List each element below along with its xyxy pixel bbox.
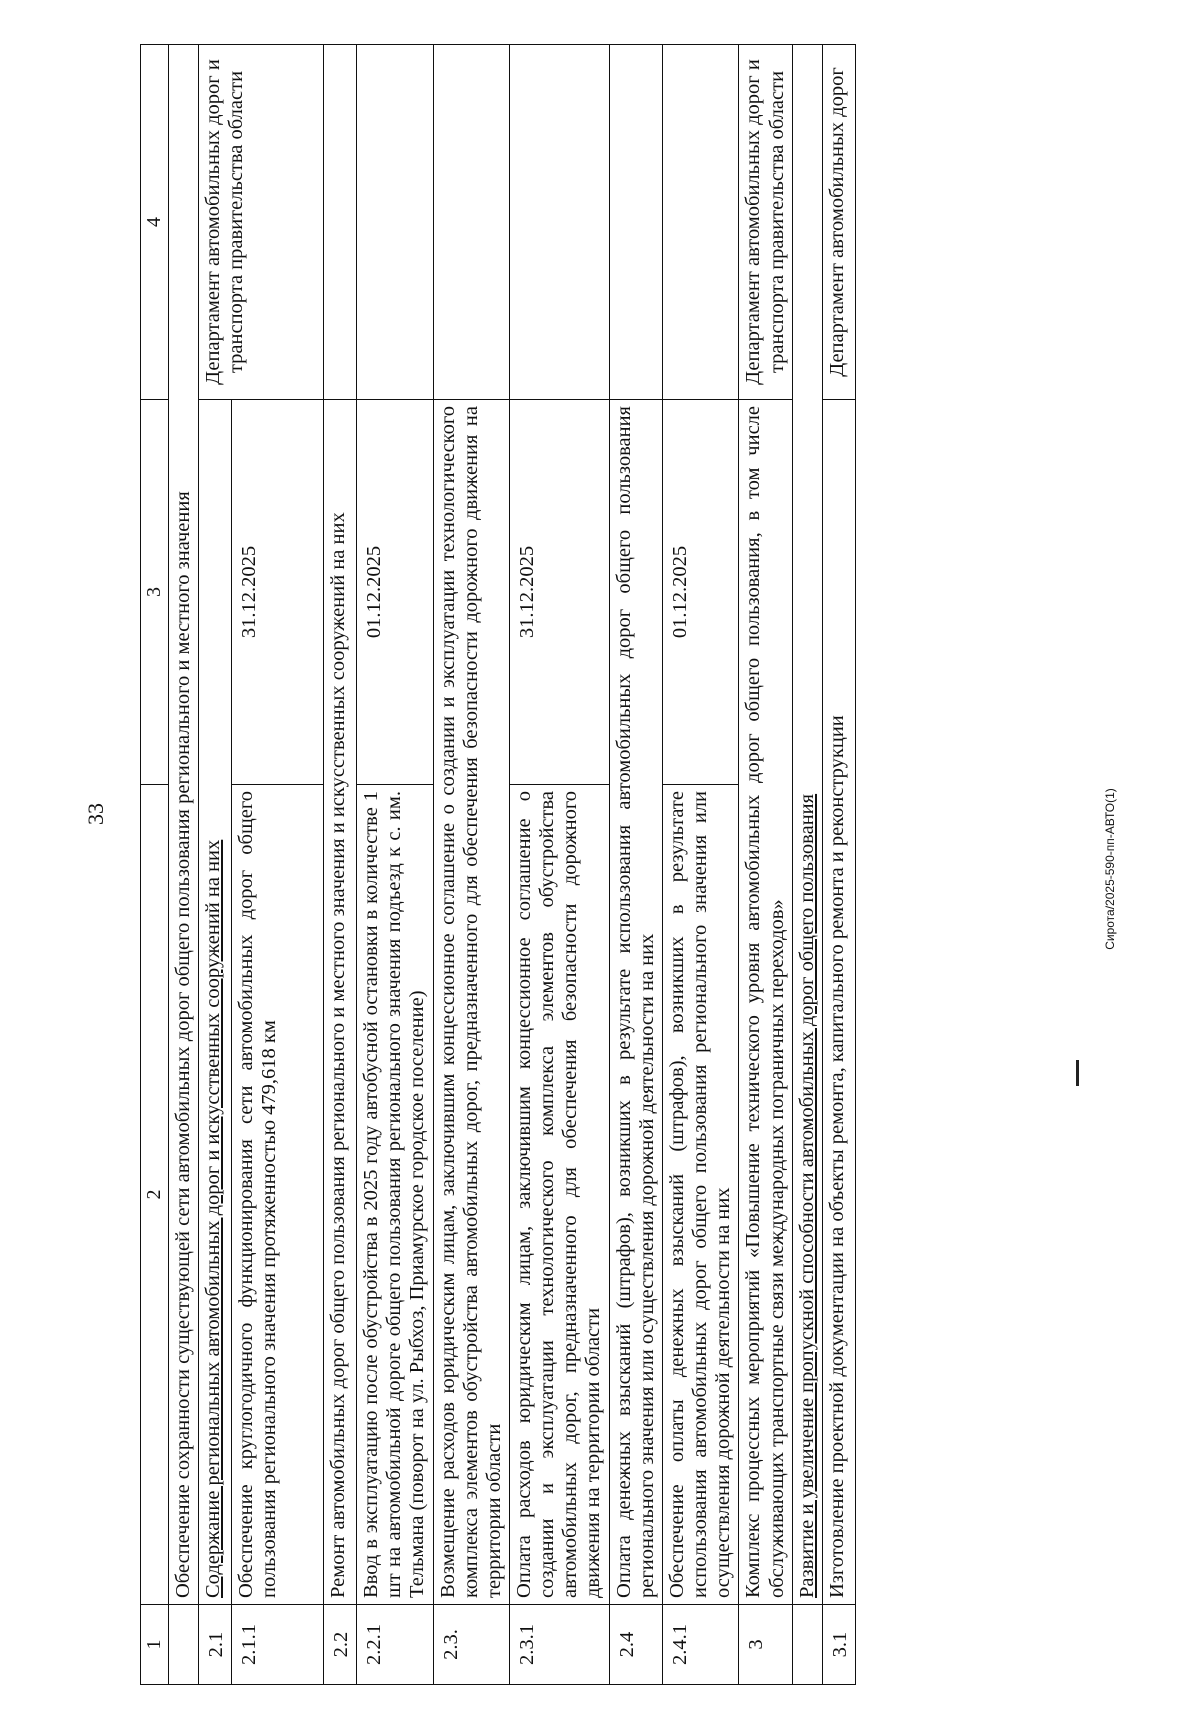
- table-header-row: [141, 45, 169, 1685]
- table-row: [323, 45, 356, 1685]
- row-number: 2.1.1: [231, 1605, 323, 1685]
- responsible-cell: Департамент автомобильных дорог и транспорта правительства области: [739, 45, 792, 400]
- table-row: [168, 45, 198, 1685]
- table-row: [198, 45, 231, 1685]
- table-row: [792, 45, 822, 1685]
- table-row: [510, 45, 610, 1685]
- responsible-cell: Департамент автомобильных дорог и транспорта правительства области: [198, 45, 323, 400]
- footer-code: Сирота/2025-590-пп-АВТО(1): [1103, 788, 1117, 950]
- row-text: Обеспечение круглогодичного функционирования сети автомобильных дорог общего пользования регионального значения протяженностью 479,618 км: [231, 785, 323, 1605]
- table-row: [662, 45, 738, 1685]
- row-number: 2.2.1: [357, 1605, 433, 1685]
- row-number: 3.1: [822, 1605, 855, 1685]
- table-row: [433, 45, 509, 1685]
- row-number: 2.1: [198, 1605, 231, 1685]
- row-text: Изготовление проектной документации на объекты ремонта, капитального ремонта и реконструкции: [822, 400, 855, 1605]
- program-table: [140, 44, 856, 1685]
- row-number: 2.3.: [433, 1605, 509, 1685]
- responsible-cell-partial: Департамент автомобильных дорог: [822, 45, 855, 400]
- header-col-2: 2: [141, 785, 169, 1605]
- row-text: Комплекс процессных мероприятий «Повышение технического уровня автомобильных дорог общего пользования, в том числе обслуживающих транспортные связи международных пограничных переходов»: [739, 400, 792, 1605]
- row-date: 01.12.2025: [662, 400, 738, 785]
- row-number: 2.4: [609, 1605, 662, 1685]
- table-row: [739, 45, 792, 1685]
- margin-mark: [1076, 1060, 1079, 1086]
- table-row: [822, 45, 855, 1685]
- table-row: [357, 45, 433, 1685]
- row-text: Обеспечение оплаты денежных взысканий (штрафов), возникших в результате использования автомобильных дорог общего пользования регионального значения или осуществления дорожной деятельности на них: [662, 785, 738, 1605]
- row-number: 2.3.1: [510, 1605, 610, 1685]
- row-text: Ремонт автомобильных дорог общего пользования регионального и местного значения и искусственных сооружений на них: [323, 400, 356, 1605]
- header-col-3: 3: [141, 400, 169, 785]
- row-number: 2.4.1: [662, 1605, 738, 1685]
- row-text: Возмещение расходов юридическим лицам, заключившим концессионное соглашение о создании и эксплуатации технологического комплекса элементов обустройства автомобильных дорог, предназначенного для обеспечения безопасности дорожного движения на территории области: [433, 400, 509, 1605]
- row-number: 3: [739, 1605, 792, 1685]
- row-text: Оплата расходов юридическим лицам, заключившим концессионное соглашение о создании и эксплуатации технологического комплекса элементов обустройства автомобильных дорог, предназначенного для обеспечения безопасности дорожного движения на территории области: [510, 785, 610, 1605]
- header-col-1: 1: [141, 1605, 169, 1685]
- row-date: 01.12.2025: [357, 400, 433, 785]
- section-title: Обеспечение сохранности существующей сети автомобильных дорог общего пользования регионального и местного значения: [168, 45, 198, 1605]
- table-row: [609, 45, 662, 1685]
- page-number: 33: [83, 803, 108, 825]
- header-col-4: 4: [141, 45, 169, 400]
- row-date: 31.12.2025: [231, 400, 323, 785]
- row-text: Ввод в эксплуатацию после обустройства в 2025 году автобусной остановки в количестве 1 шт на автомобильной дороге общего пользования регионального значения подъезд к с. им. Тельмана (поворот на ул. Рыбхоз, Приамурское городское поселение): [357, 785, 433, 1605]
- section-title: Развитие и увеличение пропускной способности автомобильных дорог общего пользования: [792, 45, 822, 1605]
- row-text: Оплата денежных взысканий (штрафов), возникших в результате использования автомобильных дорог общего пользования регионального значения или осуществления дорожной деятельности на них: [609, 400, 662, 1605]
- row-date: 31.12.2025: [510, 400, 610, 785]
- row-text: Содержание региональных автомобильных дорог и искусственных сооружений на них: [198, 400, 231, 1605]
- row-number: 2.2: [323, 1605, 356, 1685]
- rotated-table-container: [140, 45, 1060, 1685]
